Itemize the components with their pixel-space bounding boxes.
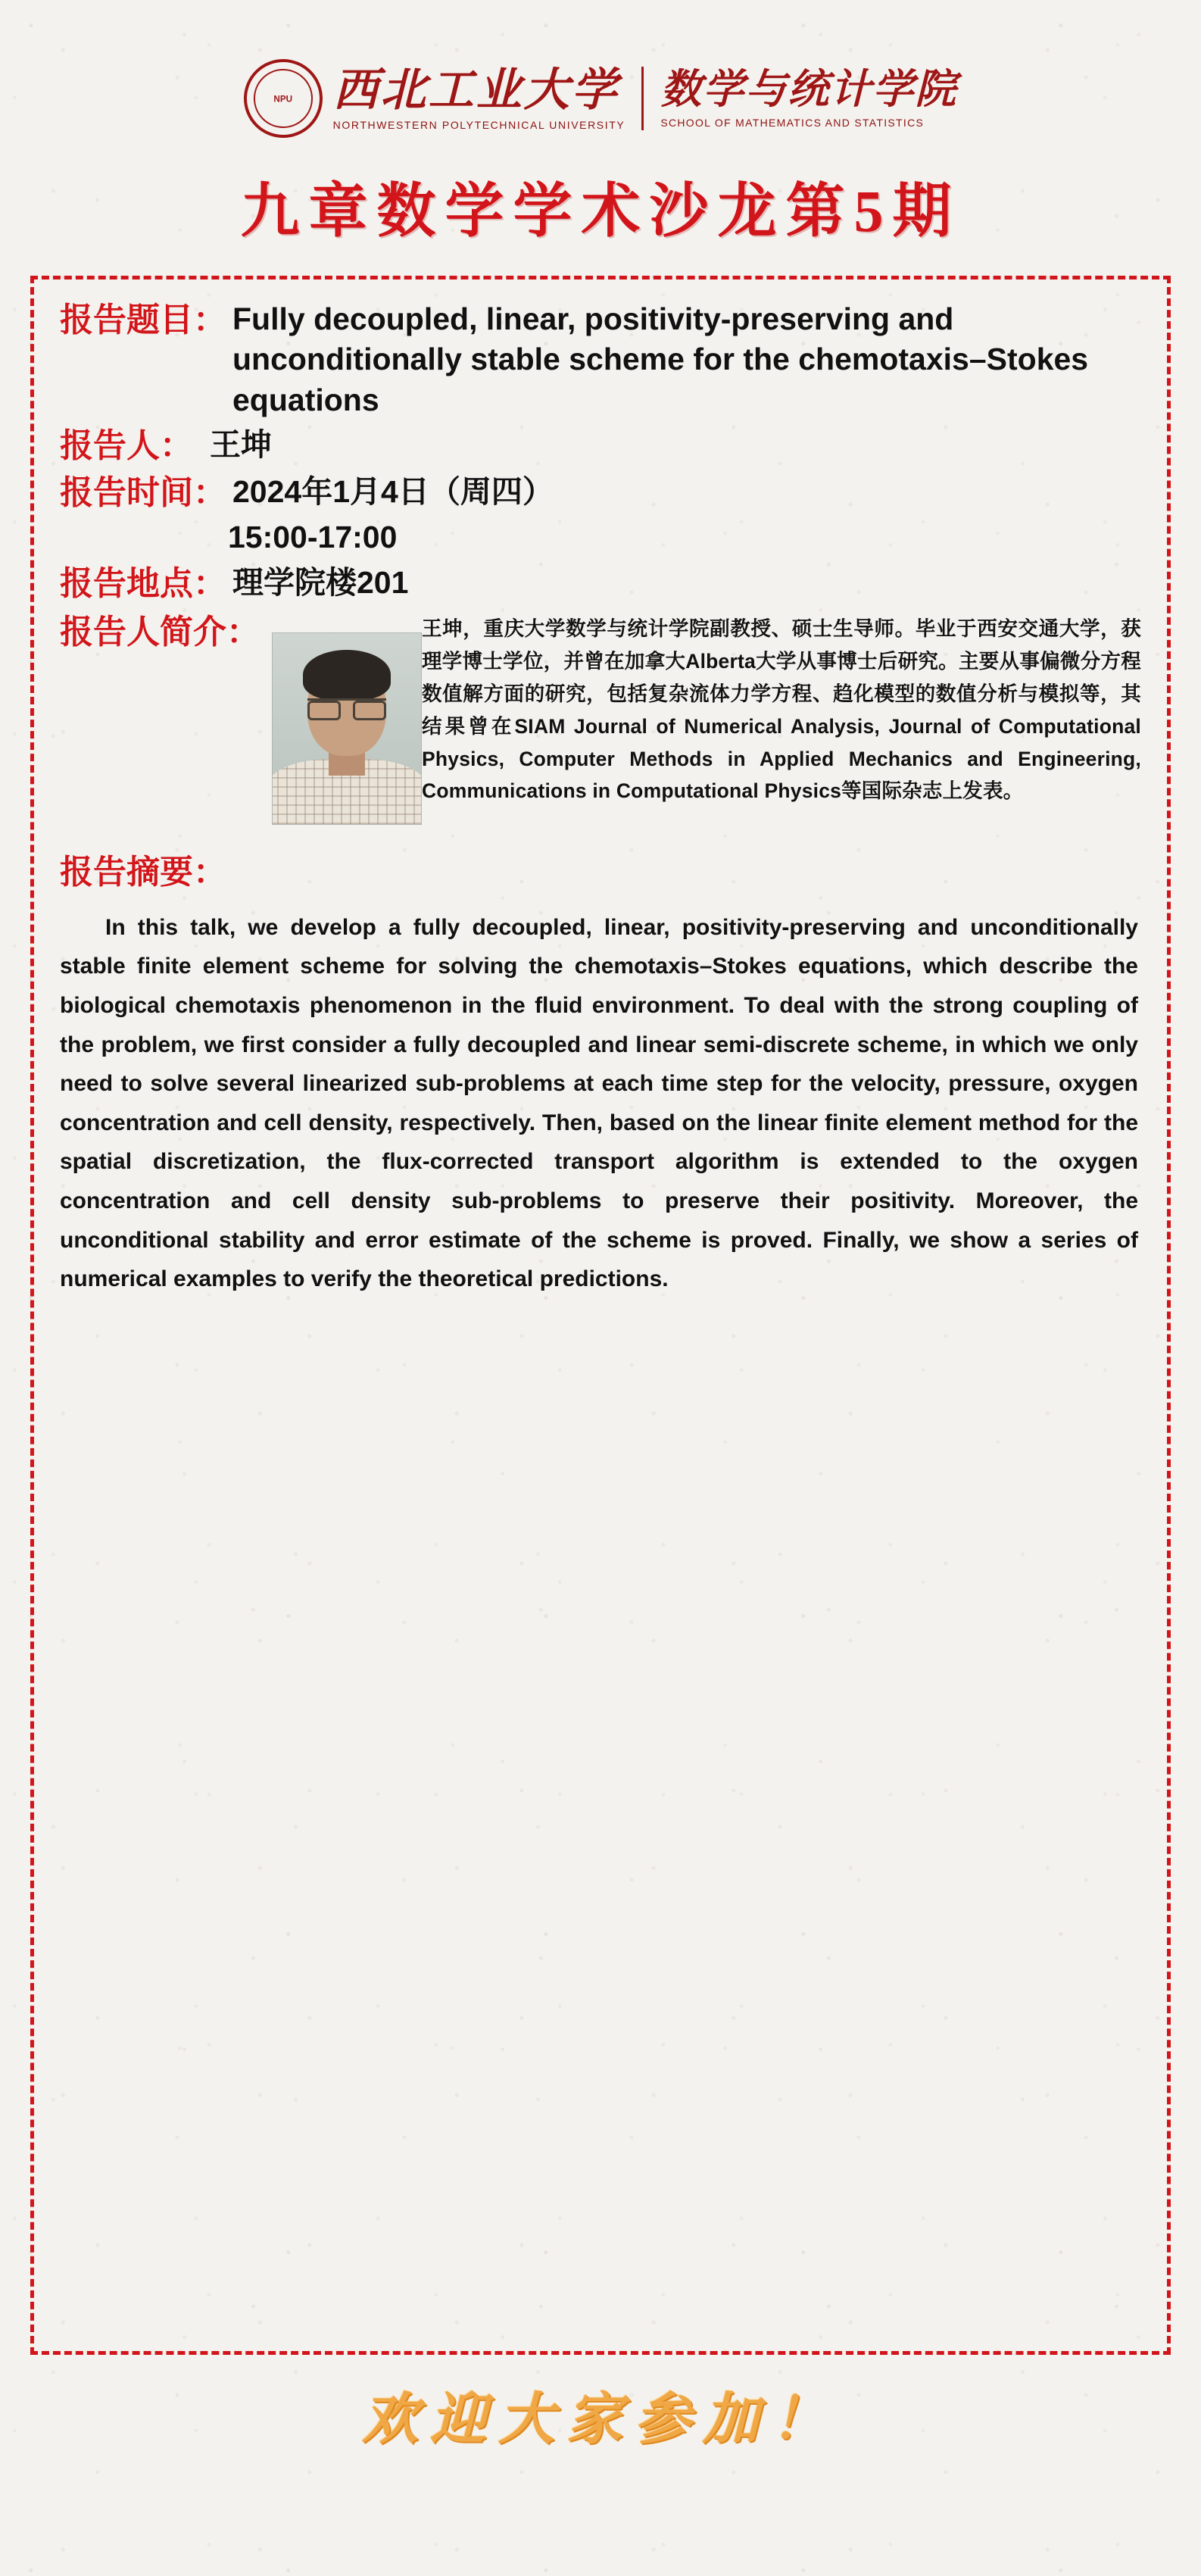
- info-row-topic: [60, 299, 1141, 420]
- place-label: 报告地点：: [60, 564, 226, 602]
- topic-label: 报告题目：: [60, 301, 226, 339]
- time-value-second: 15:00-17:00: [228, 519, 398, 554]
- speaker-bio-section: [60, 613, 1141, 808]
- university-name-block: [332, 64, 625, 131]
- info-row-time: [60, 472, 1141, 514]
- speaker-label: 报告人：: [60, 426, 193, 464]
- header-divider: [641, 67, 644, 130]
- time-value: 2024年1月4日（周四）: [232, 474, 554, 510]
- abstract-label: 报告摘要：: [60, 853, 226, 891]
- university-name-en: NORTHWESTERN POLYTECHNICAL UNIVERSITY: [332, 118, 625, 131]
- glasses-icon: [307, 698, 386, 717]
- topic-value: Fully decoupled, linear, positivity-preserving and unconditionally stable scheme for the chemotaxis–Stokes equations: [232, 301, 1089, 417]
- bio-label: 报告人简介：: [60, 613, 260, 651]
- avatar: [272, 632, 422, 825]
- university-emblem-icon: [244, 59, 323, 138]
- content-frame: [30, 276, 1171, 2355]
- page-title: 九章数学学术沙龙第5期: [240, 178, 961, 244]
- speaker-value: 王坤: [210, 426, 272, 462]
- emblem-label: NPU: [273, 93, 293, 104]
- portrait-hair: [303, 650, 391, 700]
- bio-text: 王坤，重庆大学数学与统计学院副教授、硕士生导师。毕业于西安交通大学，获理学博士学位，并曾在加拿大Alberta大学从事博士后研究。主要从事偏微分方程数值解方面的研究，包括复杂流体力学方程、趋化模型的数值分析与模拟等，其结果曾在SIAM Journal of Numerical Analysis, Journal of Computational Physics, Computer Methods in Applied Mechanics and Engineering, Communications in Computational Physics等国际杂志上发表。: [422, 617, 1141, 803]
- info-row-speaker: [60, 425, 1141, 467]
- school-name-block: [660, 68, 957, 130]
- time-label: 报告时间：: [60, 474, 226, 512]
- school-name-cn: 数学与统计学院: [660, 66, 958, 112]
- school-name-en: SCHOOL OF MATHEMATICS AND STATISTICS: [660, 117, 925, 130]
- info-row-place: [60, 563, 1141, 605]
- poster-header: [30, 0, 1171, 138]
- abstract-text: In this talk, we develop a fully decoupled, linear, positivity-preserving and unconditionally stable finite element scheme for solving the chemotaxis–Stokes equations, which describe the biological chemotaxis phenomenon in the fluid environment. To deal with the strong coupling of the problem, we first consider a fully decoupled and linear semi-discrete scheme, in which we only need to solve several linearized sub-problems at each time step for the velocity, pressure, oxygen concentration and cell density, respectively. Then, based on the linear finite element method for the spatial discretization, the flux-corrected transport algorithm is extended to the oxygen concentration and cell density sub-problems to preserve their positivity. Moreover, the unconditional stability and error estimate of the scheme is proved. Finally, we show a series of numerical examples to verify the theoretical predictions.: [60, 914, 1138, 1292]
- place-value: 理学院楼201: [232, 564, 409, 600]
- welcome-text: 欢迎大家参加！: [362, 2389, 839, 2451]
- university-name-cn: 西北工业大学: [332, 64, 619, 115]
- poster-footer: [30, 2375, 1171, 2455]
